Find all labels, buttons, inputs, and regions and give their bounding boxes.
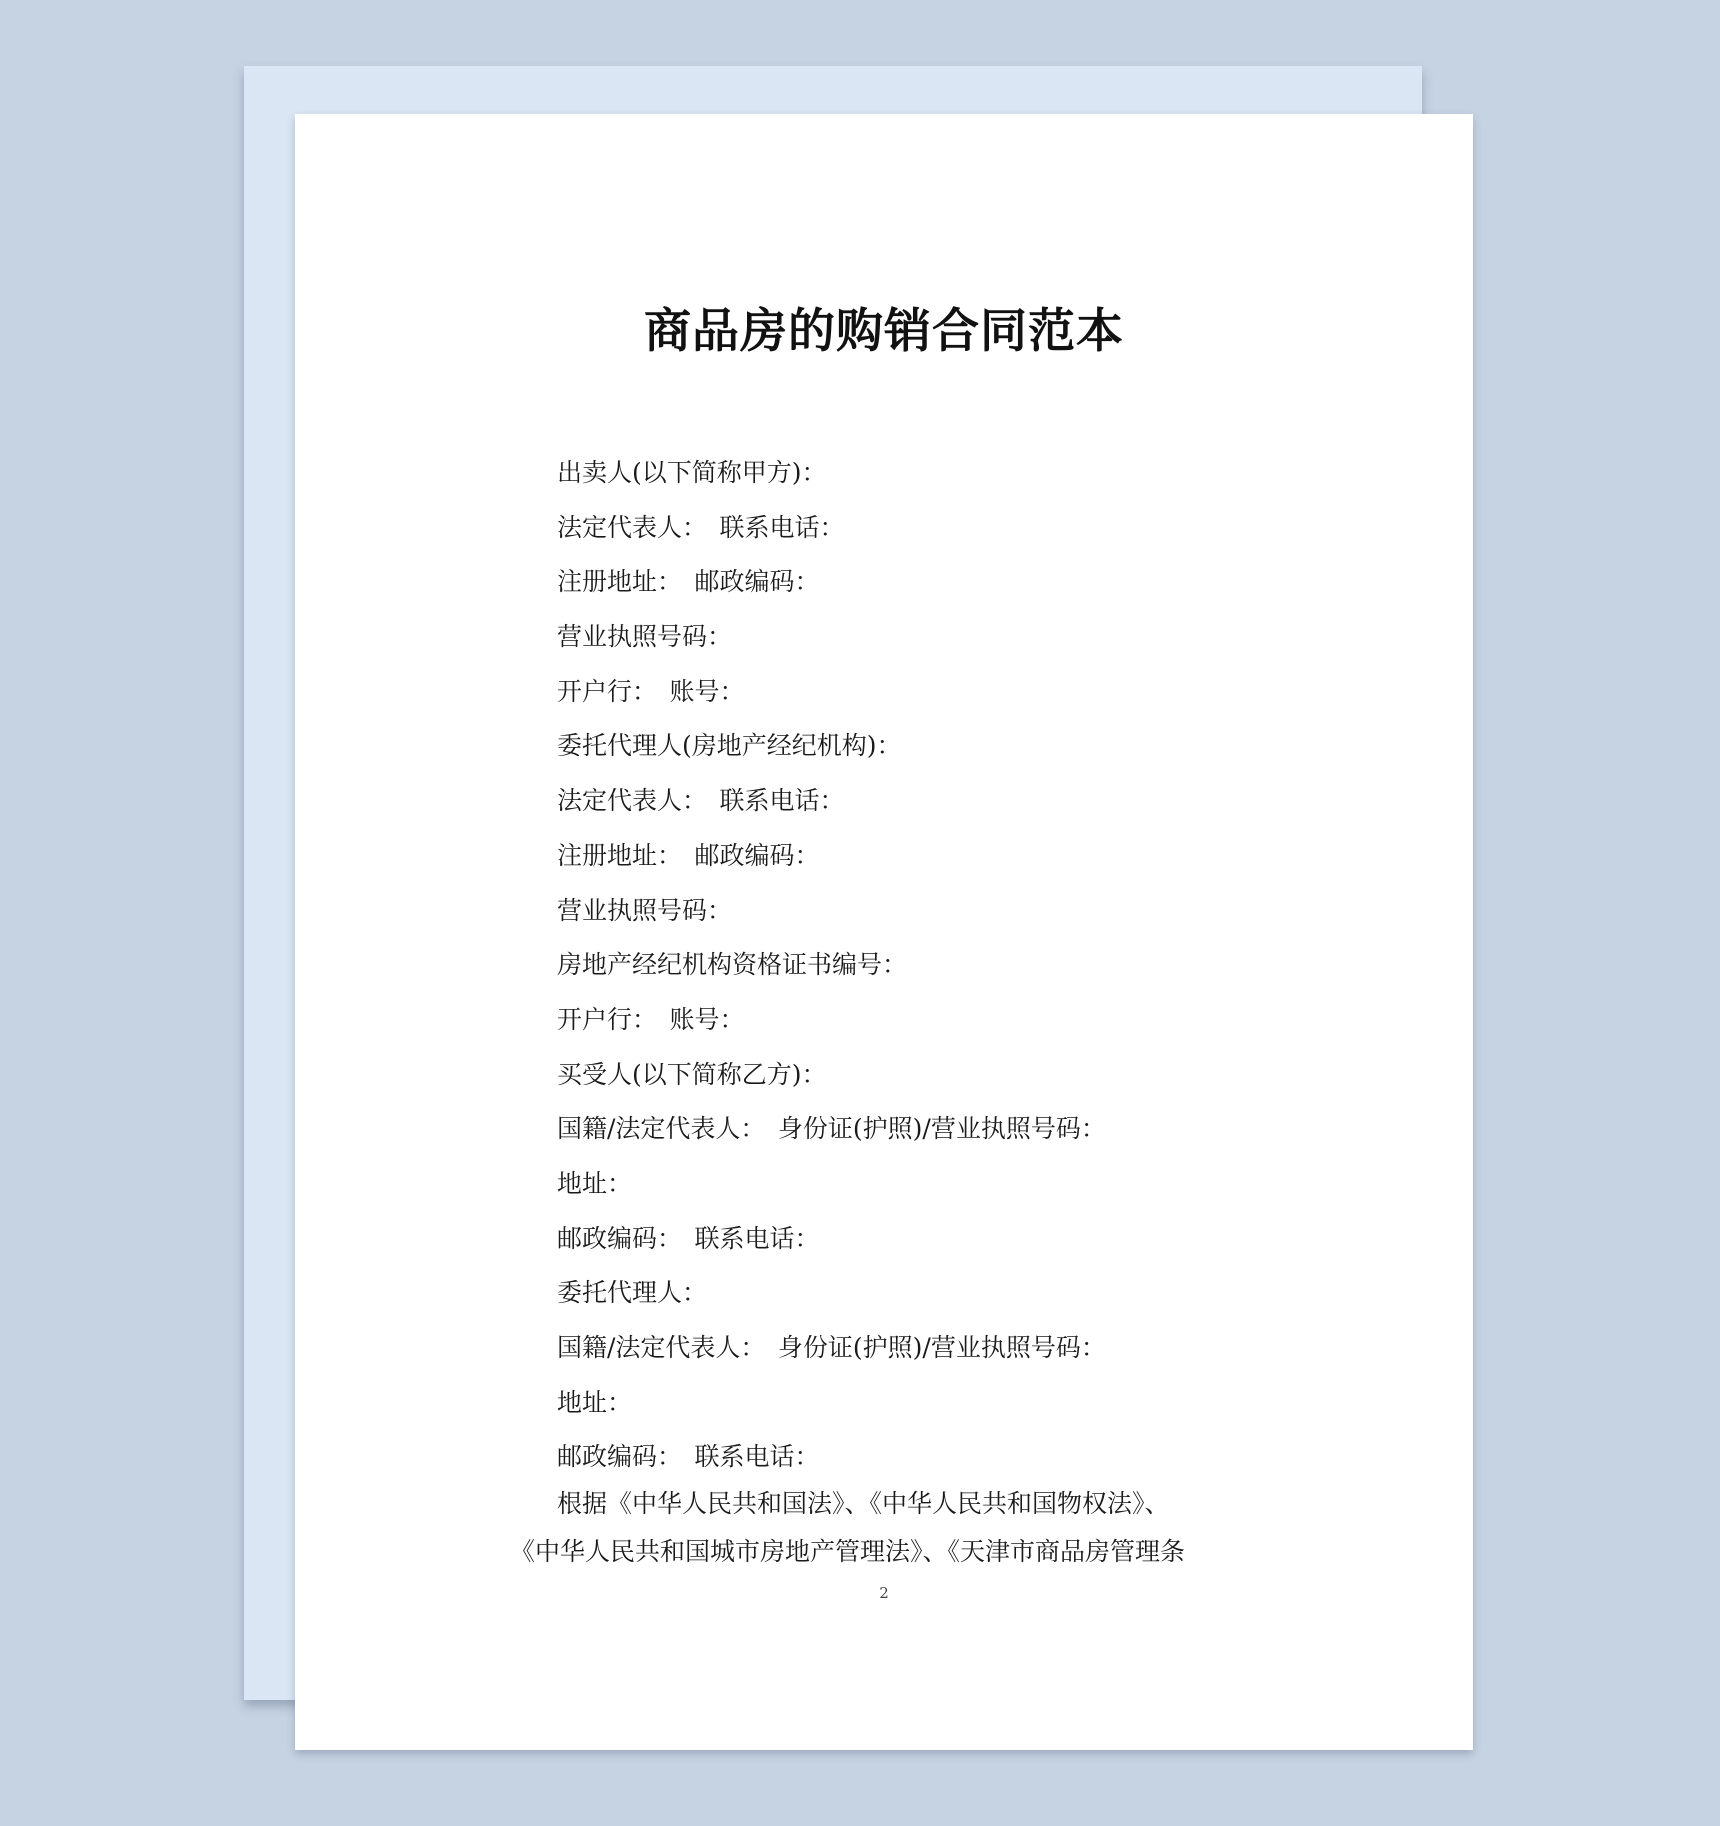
- agent-representative-line: 法定代表人： 联系电话：: [557, 786, 845, 816]
- buyer-postal-line: 邮政编码： 联系电话：: [557, 1223, 820, 1253]
- paragraph-line-2: 《中华人民共和国城市房地产管理法》、《天津市商品房管理条: [510, 1537, 1186, 1566]
- buyer-agent-postal-line: 邮政编码： 联系电话：: [557, 1442, 820, 1472]
- document-title: 商品房的购销合同范本: [644, 304, 1124, 359]
- page-number: 2: [879, 1584, 889, 1602]
- paragraph-line-1: 根据《中华人民共和国法》、《中华人民共和国物权法》、: [557, 1489, 1170, 1518]
- buyer-agent-nationality-line: 国籍/法定代表人： 身份证(护照)/营业执照号码：: [557, 1333, 1106, 1362]
- seller-license-line: 营业执照号码：: [557, 622, 733, 652]
- buyer-address-line: 地址：: [557, 1168, 633, 1198]
- seller-representative-line: 法定代表人： 联系电话：: [557, 512, 845, 542]
- party-info-list: [557, 446, 1317, 1485]
- agent-address-line: 注册地址： 邮政编码：: [557, 840, 820, 870]
- agent-certificate-line: 房地产经纪机构资格证书编号：: [557, 950, 908, 980]
- seller-line: 出卖人(以下简称甲方)：: [557, 458, 827, 487]
- agent-license-line: 营业执照号码：: [557, 895, 733, 925]
- buyer-agent-address-line: 地址：: [557, 1387, 633, 1417]
- document-page: [295, 114, 1473, 1750]
- seller-address-line: 注册地址： 邮政编码：: [557, 567, 820, 597]
- legal-basis-paragraph: [510, 1480, 1230, 1576]
- agent-bank-line: 开户行： 账号：: [557, 1004, 745, 1034]
- seller-bank-line: 开户行： 账号：: [557, 676, 745, 706]
- buyer-nationality-line: 国籍/法定代表人： 身份证(护照)/营业执照号码：: [557, 1114, 1106, 1144]
- agent-line: 委托代理人(房地产经纪机构)：: [557, 731, 902, 761]
- buyer-agent-line: 委托代理人：: [557, 1278, 708, 1308]
- buyer-line: 买受人(以下简称乙方)：: [557, 1059, 827, 1089]
